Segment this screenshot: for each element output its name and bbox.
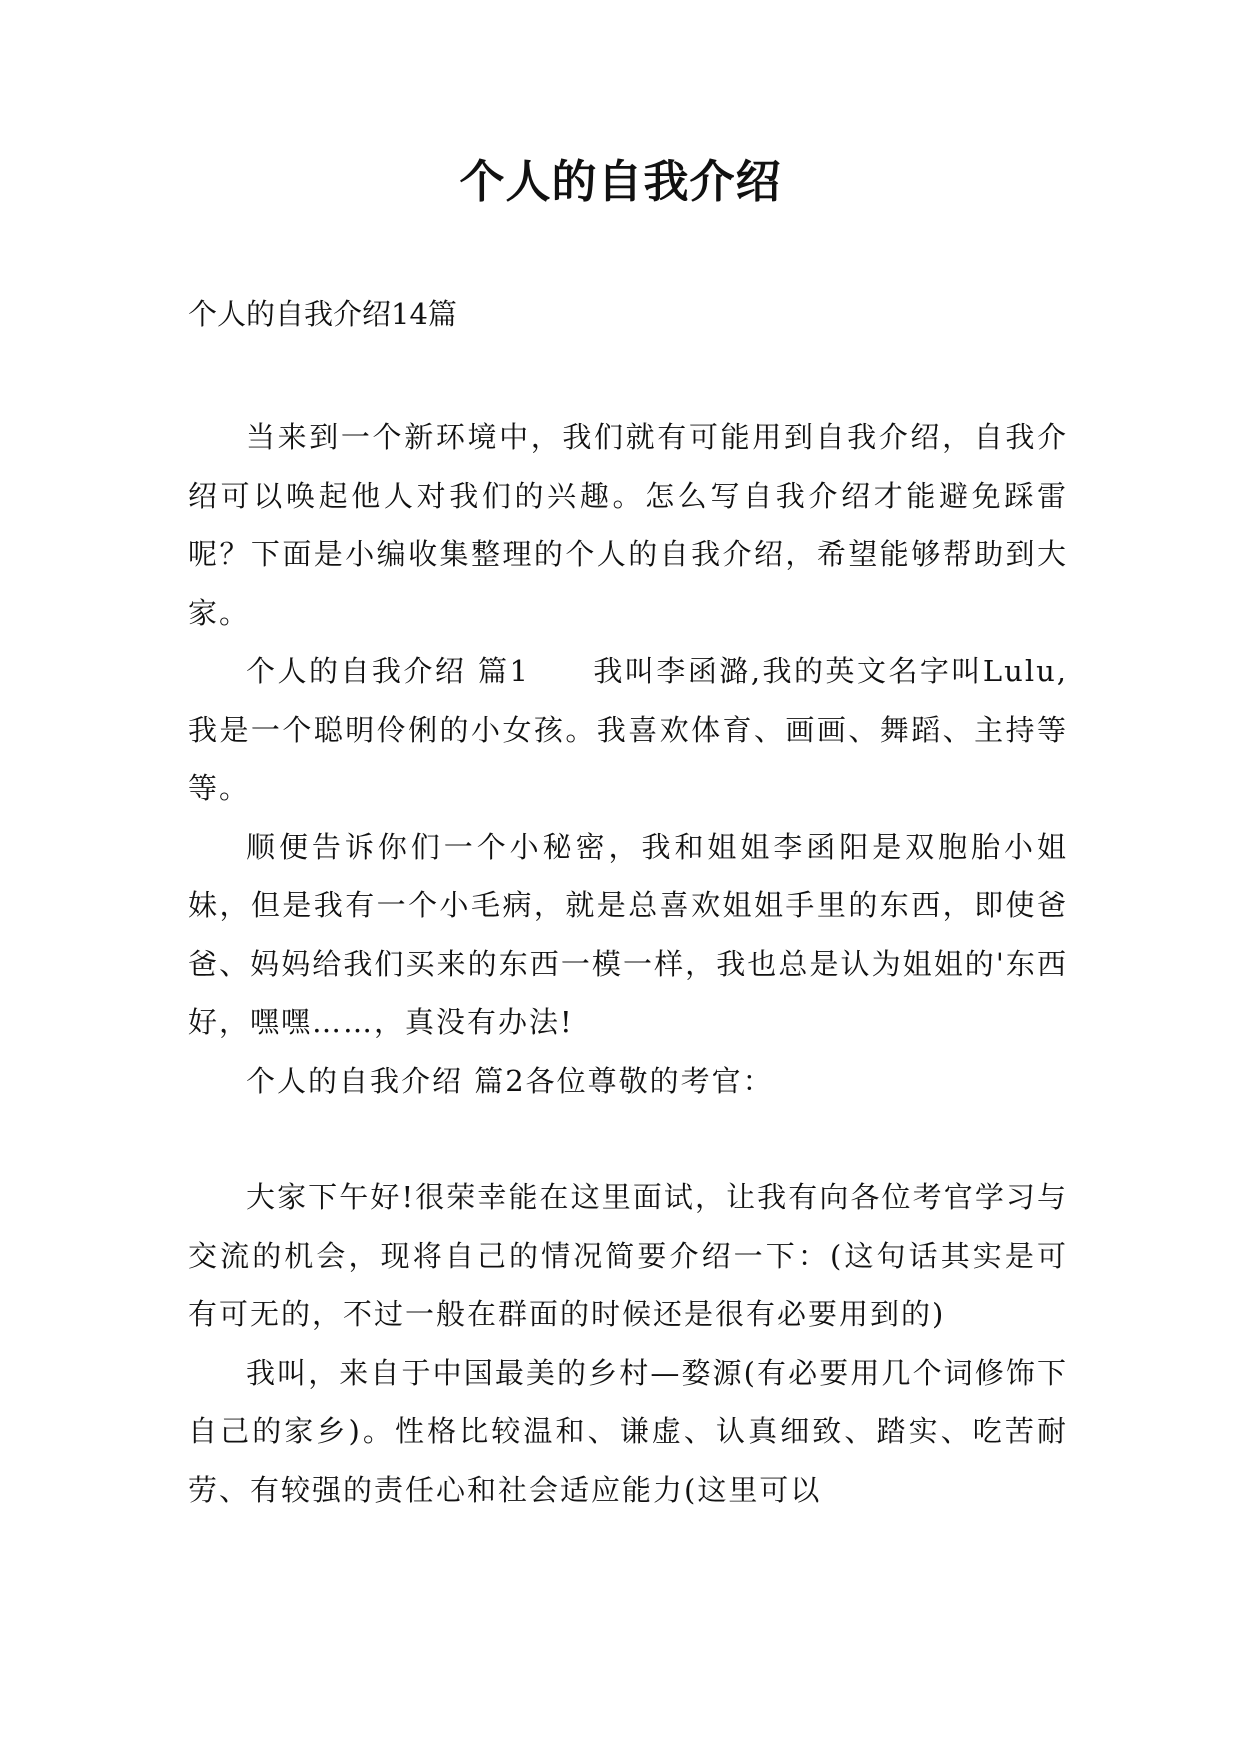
paragraph-intro: 当来到一个新环境中，我们就有可能用到自我介绍，自我介绍可以唤起他人对我们的兴趣。怎么写自我介绍才能避免踩雷呢？下面是小编收集整理的个人的自我介绍，希望能够帮助到大家。 xyxy=(188,420,1068,630)
paragraph-part1: 个人的自我介绍 篇1 我叫李函潞,我的英文名字叫Lulu,我是一个聪明伶俐的小女孩。我喜欢体育、画画、舞蹈、主持等等。 xyxy=(188,654,1068,805)
document-subtitle: 个人的自我介绍14篇 xyxy=(188,297,457,331)
paragraph-part2-self: 我叫，来自于中国最美的乡村—婺源(有必要用几个词修饰下自己的家乡)。性格比较温和、谦虚、认真细致、踏实、吃苦耐劳、有较强的责任心和社会适应能力(这里可以 xyxy=(188,1355,1068,1507)
paragraph-part2-heading: 个人的自我介绍 篇2各位尊敬的考官： xyxy=(246,1063,774,1098)
document-title: 个人的自我介绍 xyxy=(459,155,782,208)
paragraph-part1-continued: 顺便告诉你们一个小秘密，我和姐姐李函阳是双胞胎小姐妹，但是我有一个小毛病，就是总喜欢姐姐手里的东西，即使爸爸、妈妈给我们买来的东西一模一样，我也总是认为姐姐的'东西好，嘿嘿……，真没有办法! xyxy=(188,829,1068,1039)
document-body xyxy=(188,408,1068,1519)
paragraph-part2-greeting: 大家下午好!很荣幸能在这里面试，让我有向各位考官学习与交流的机会，现将自己的情况简要介绍一下：(这句话其实是可有可无的，不过一般在群面的时候还是很有必要用到的) xyxy=(188,1180,1068,1331)
